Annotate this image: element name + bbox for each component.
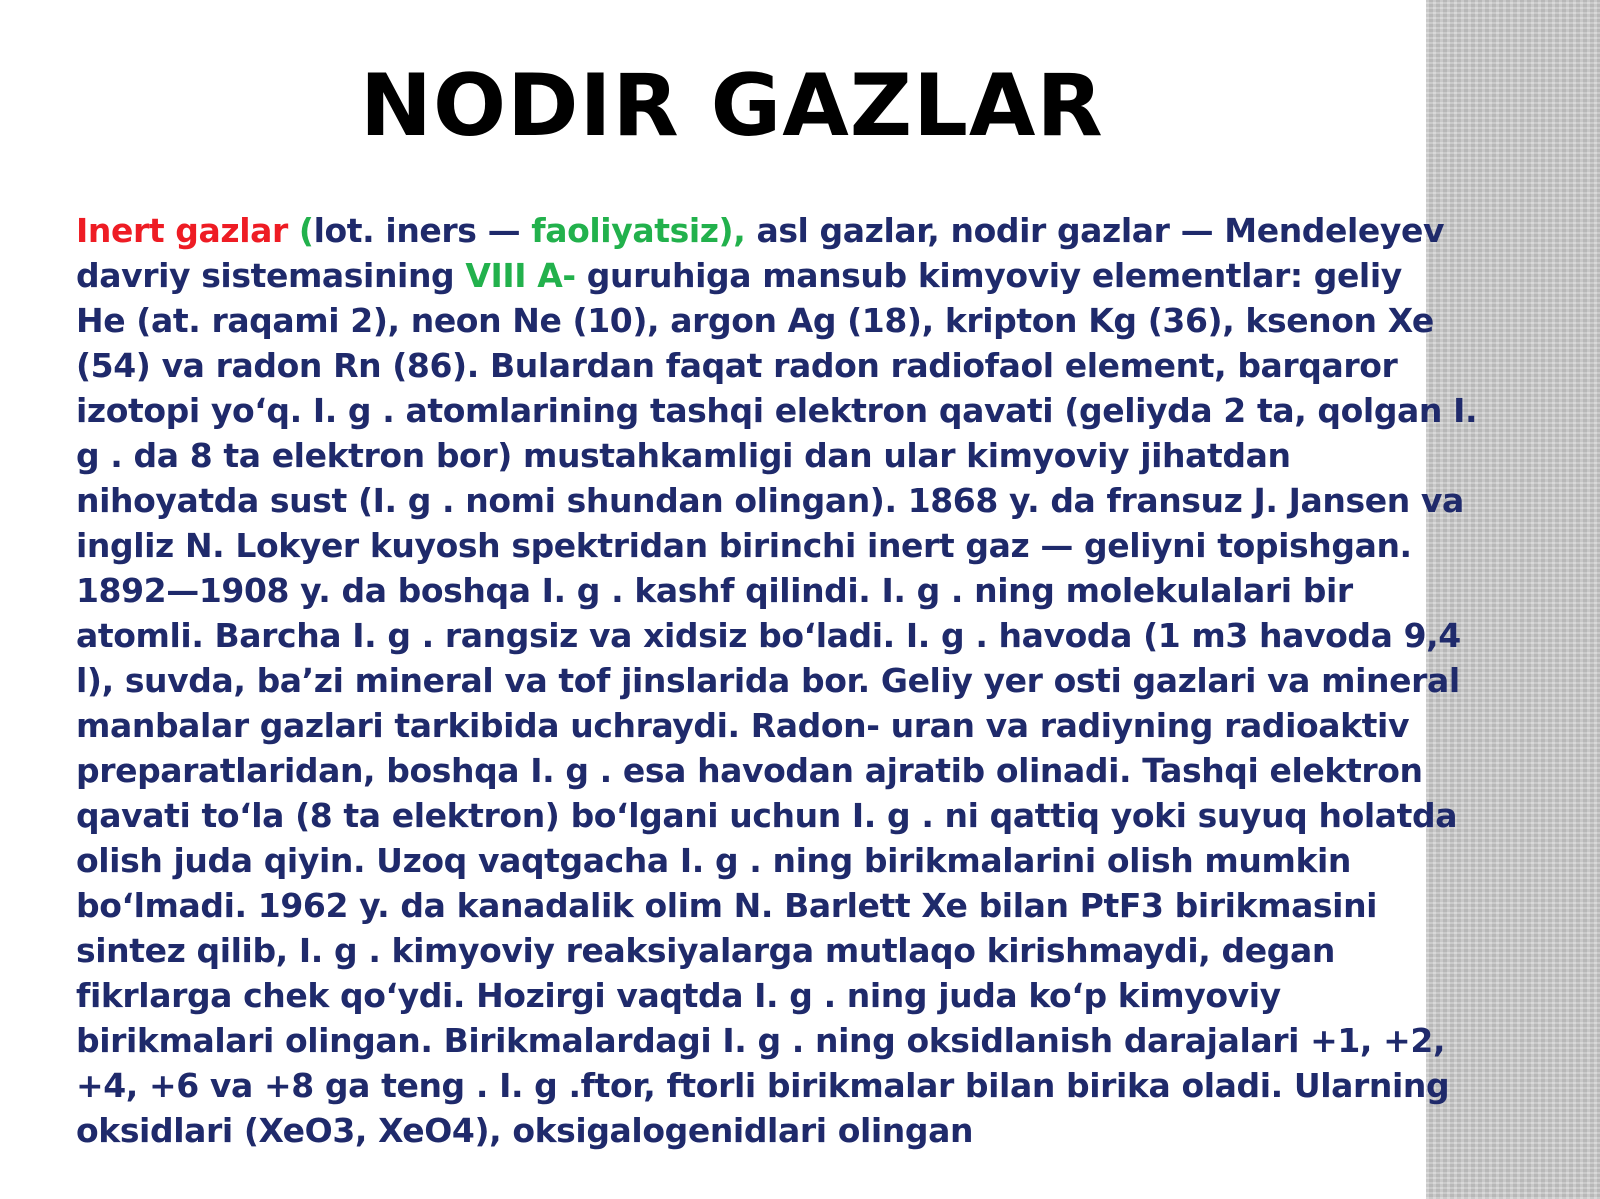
paragraph-line: qavati to‘la (8 ta elektron) bo‘lgani uchun I. g . ni qattiq yoki suyuq holatda bbox=[76, 796, 1458, 835]
paragraph-line: oksidlari (XeO3, XeO4), oksigalogenidlari olingan bbox=[76, 1111, 974, 1150]
open-paren: ( bbox=[287, 211, 314, 250]
group-label: VIII A- bbox=[465, 256, 576, 295]
inert-gazlar-term: Inert gazlar bbox=[76, 211, 288, 250]
line-after: guruhiga mansub kimyoviy elementlar: geliy bbox=[575, 256, 1402, 295]
paragraph-line: birikmalari olingan. Birikmalardagi I. g . ning oksidlanish darajalari +1, +2, bbox=[76, 1021, 1446, 1060]
paragraph-line: atomli. Barcha I. g . rangsiz va xidsiz bo‘ladi. I. g . havoda (1 m3 havoda 9,4 bbox=[76, 616, 1461, 655]
line-rest: asl gazlar, nodir gazlar — Mendeleyev bbox=[745, 211, 1445, 250]
paragraph-line: (54) va radon Rn (86). Bulardan faqat radon radiofaol element, barqaror bbox=[76, 346, 1398, 385]
paragraph-line: olish juda qiyin. Uzoq vaqtgacha I. g . ning birikmalarini olish mumkin bbox=[76, 841, 1352, 880]
paragraph-line bbox=[76, 253, 1496, 298]
slide-title: NODIR GAZLAR bbox=[360, 56, 1104, 156]
paragraph-line: preparatlaridan, boshqa I. g . esa havodan ajratib olinadi. Tashqi elektron bbox=[76, 751, 1423, 790]
paragraph-line: manbalar gazlari tarkibida uchraydi. Radon- uran va radiyning radioaktiv bbox=[76, 706, 1410, 745]
paragraph-line: izotopi yo‘q. I. g . atomlarining tashqi elektron qavati (geliyda 2 ta, qolgan I. bbox=[76, 391, 1478, 430]
paragraph-line: 1892—1908 y. da boshqa I. g . kashf qilindi. I. g . ning molekulalari bir bbox=[76, 571, 1353, 610]
paragraph-line bbox=[76, 208, 1496, 253]
paragraph-line: He (at. raqami 2), neon Ne (10), argon Ag (18), kripton Kg (36), ksenon Xe bbox=[76, 301, 1434, 340]
paragraph-line: +4, +6 va +8 ga teng . I. g .ftor, ftorli birikmalar bilan birika oladi. Ularning bbox=[76, 1066, 1450, 1105]
paragraph-line: g . da 8 ta elektron bor) mustahkamligi dan ular kimyoviy jihatdan bbox=[76, 436, 1291, 475]
paragraph-line: l), suvda, ba’zi mineral va tof jinslarida bor. Geliy yer osti gazlari va mineral bbox=[76, 661, 1460, 700]
paragraph-line: sintez qilib, I. g . kimyoviy reaksiyalarga mutlaqo kirishmaydi, degan bbox=[76, 931, 1335, 970]
latin-note: lot. iners — bbox=[313, 211, 532, 250]
paragraph-line: ingliz N. Lokyer kuyosh spektridan birinchi inert gaz — geliyni topishgan. bbox=[76, 526, 1412, 565]
paragraph-line: bo‘lmadi. 1962 y. da kanadalik olim N. Barlett Xe bilan PtF3 birikmasini bbox=[76, 886, 1378, 925]
line-before: davriy sistemasining bbox=[76, 256, 466, 295]
paragraph-line: fikrlarga chek qo‘ydi. Hozirgi vaqtda I. g . ning juda ko‘p kimyoviy bbox=[76, 976, 1281, 1015]
body-paragraph bbox=[76, 208, 1496, 1153]
latin-meaning: faoliyatsiz), bbox=[531, 211, 746, 250]
paragraph-line: nihoyatda sust (I. g . nomi shundan olingan). 1868 y. da fransuz J. Jansen va bbox=[76, 481, 1464, 520]
